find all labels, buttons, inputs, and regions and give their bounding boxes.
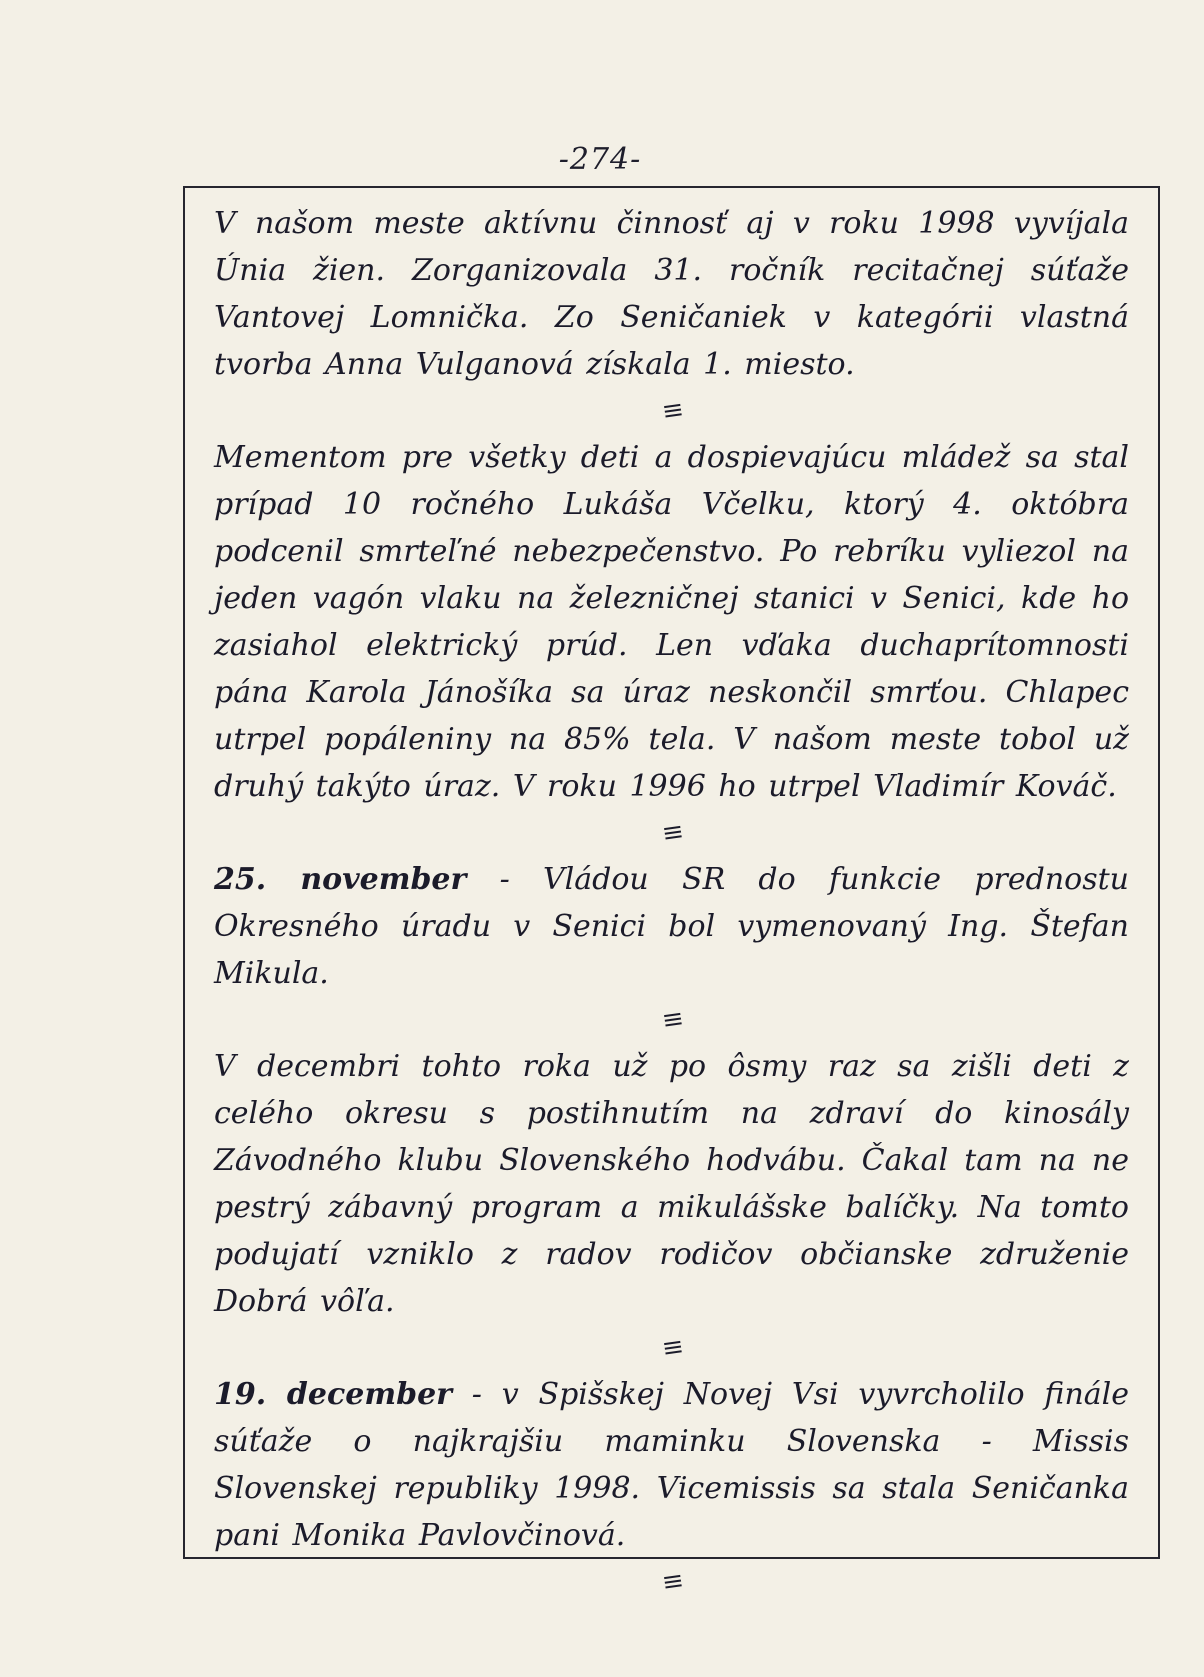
entry-date: 19. december	[214, 1377, 452, 1412]
entry-union-of-women	[214, 200, 1129, 388]
divider-mark: ≡	[659, 816, 684, 850]
divider-mark: ≡	[659, 394, 684, 428]
divider-mark: ≡	[659, 1565, 684, 1599]
entry-19-december	[214, 1371, 1129, 1559]
entry-text: V našom meste aktívnu činnosť aj v roku 1998 vyvíjala Únia žien. Zorganizovala 31. ročník recitačnej súťaže Vantovej Lomnička. Zo Seničaniek v kategórii vlastná tvorba Anna Vulganová získala 1. miesto.	[214, 206, 1129, 382]
section-divider	[214, 1325, 1129, 1371]
entry-25-november	[214, 856, 1129, 997]
entry-text: - v Spišskej Novej Vsi vyvrcholilo finále súťaže o najkrajšiu maminku Slovenska - Missis Slovenskej republiky 1998. Vicemissis sa stala Seničanka pani Monika Pavlovčinová.	[214, 1377, 1129, 1553]
section-divider	[214, 810, 1129, 856]
section-divider	[214, 1559, 1129, 1605]
divider-mark: ≡	[659, 1003, 684, 1037]
entry-text: V decembri tohto roka už po ôsmy raz sa zišli deti z celého okresu s postihnutím na zdraví do kinosály Závodného klubu Slovenského hodvábu. Čakal tam na ne pestrý zábavný program a mikulášske balíčky. Na tomto podujatí vzniklo z radov rodičov občianske združenie Dobrá vôľa.	[214, 1049, 1129, 1319]
page-number: -274-	[558, 142, 642, 177]
divider-mark: ≡	[659, 1331, 684, 1365]
section-divider	[214, 388, 1129, 434]
entry-text: Mementom pre všetky deti a dospievajúcu mládež sa stal prípad 10 ročného Lukáša Včelku, ktorý 4. októbra podcenil smrteľné nebezpečenstvo. Po rebríku vyliezol na jeden vagón vlaku na železničnej stanici v Senici, kde ho zasiahol elektrický prúd. Len vďaka duchaprítomnosti pána Karola Jánošíka sa úraz neskončil smrťou. Chlapec utrpel popáleniny na 85% tela. V našom meste tobol už druhý takýto úraz. V roku 1996 ho utrpel Vladimír Kováč.	[214, 440, 1129, 804]
entry-date: 25. november	[214, 862, 467, 897]
chronicle-entries	[214, 200, 1129, 1605]
entry-accident	[214, 434, 1129, 810]
entry-december-children	[214, 1043, 1129, 1325]
entry-text: - Vládou SR do funkcie prednostu Okresného úradu v Senici bol vymenovaný Ing. Štefan Mikula.	[214, 862, 1129, 991]
section-divider	[214, 997, 1129, 1043]
